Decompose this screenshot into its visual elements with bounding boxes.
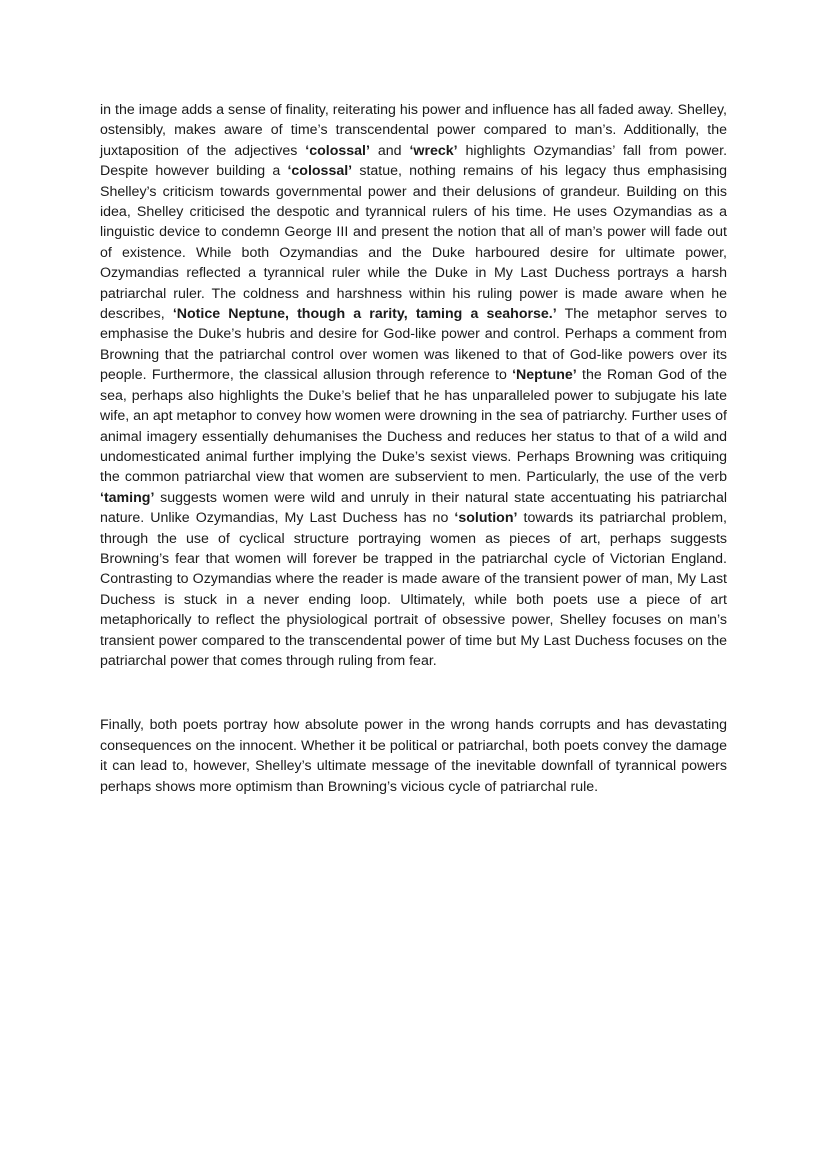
conclusion-paragraph bbox=[100, 715, 727, 797]
text-run: in the image adds a sense of finality, reiterating his power and influence has all faded away. Shelley, ostensibly, makes aware of time’s transcendental power compared to man’s. Additionally, the juxtaposition of the adjectives bbox=[100, 102, 727, 159]
quoted-term-wreck: ‘wreck’ bbox=[409, 142, 458, 159]
quoted-term-colossal: ‘colossal’ bbox=[287, 163, 353, 180]
text-run: suggests women were wild and unruly in their natural state accentuating his patriarchal nature. Unlike Ozymandias, My Last Duchess has no bbox=[100, 489, 727, 527]
text-run: towards its patriarchal problem, through the use of cyclical structure portraying women as pieces of art, perhaps suggests Browning’s fear that women will forever be trapped in the patriarchal cycle of Victorian England. Contrasting to Ozymandias where the reader is made aware of the transient power of man, My Last Duchess is stuck in a never ending loop. Ultimately, while both poets use a piece of art metaphorically to reflect the physiological portrait of obsessive power, Shelley focuses on man’s transient power compared to the transcendental power of time but My Last Duchess focuses on the patriarchal power that comes through ruling from fear. bbox=[100, 510, 727, 669]
quoted-term-solution: ‘solution’ bbox=[454, 510, 518, 527]
document-page bbox=[100, 100, 727, 797]
quoted-term-colossal: ‘colossal’ bbox=[305, 142, 370, 159]
body-paragraph bbox=[100, 100, 727, 671]
text-run: highlights Ozymandias’ fall from power. Despite however building a bbox=[100, 142, 728, 180]
quoted-term-taming: ‘taming’ bbox=[100, 489, 155, 506]
text-run: and bbox=[369, 142, 410, 159]
text-run: Finally, both poets portray how absolute power in the wrong hands corrupts and has devastating consequences on the innocent. Whether it be political or patriarchal, both poets convey the damage it can lead to, however, Shelley’s ultimate message of the inevitable downfall of tyrannical powers perhaps shows more optimism than Browning’s vicious cycle of patriarchal rule. bbox=[100, 717, 727, 795]
text-run: statue, nothing remains of his legacy thus emphasising Shelley’s criticism towards governmental power and their delusions of grandeur. Building on this idea, Shelley criticised the despotic and tyrannical rulers of his time. He uses Ozymandias as a linguistic device to condemn George III and present the notion that all of man’s power will fade out of existence. While both Ozymandias and the Duke harboured desire for ultimate power, Ozymandias reflected a tyrannical ruler while the Duke in My Last Duchess portrays a harsh patriarchal ruler. The coldness and harshness within his ruling power is made aware when he describes, bbox=[100, 163, 728, 323]
text-run: the Roman God of the sea, perhaps also highlights the Duke’s belief that he has unparalleled power to subjugate his late wife, an apt metaphor to convey how women were drowning in the sea of patriarchy. Further uses of animal imagery essentially dehumanises the Duchess and reduces her status to that of a wild and undomesticated animal further implying the Duke’s sexist views. Perhaps Browning was critiquing the common patriarchal view that women are subservient to men. Particularly, the use of the verb bbox=[100, 367, 727, 486]
quotation-neptune: ‘Notice Neptune, though a rarity, taming a seahorse.’ bbox=[172, 306, 557, 323]
quoted-term-neptune: ‘Neptune’ bbox=[512, 367, 577, 384]
text-run: The metaphor serves to emphasise the Duke’s hubris and desire for God-like power and control. Perhaps a comment from Browning that the patriarchal control over women was likened to that of God-like powers over its people. Furthermore, the classical allusion through reference to bbox=[100, 306, 728, 384]
